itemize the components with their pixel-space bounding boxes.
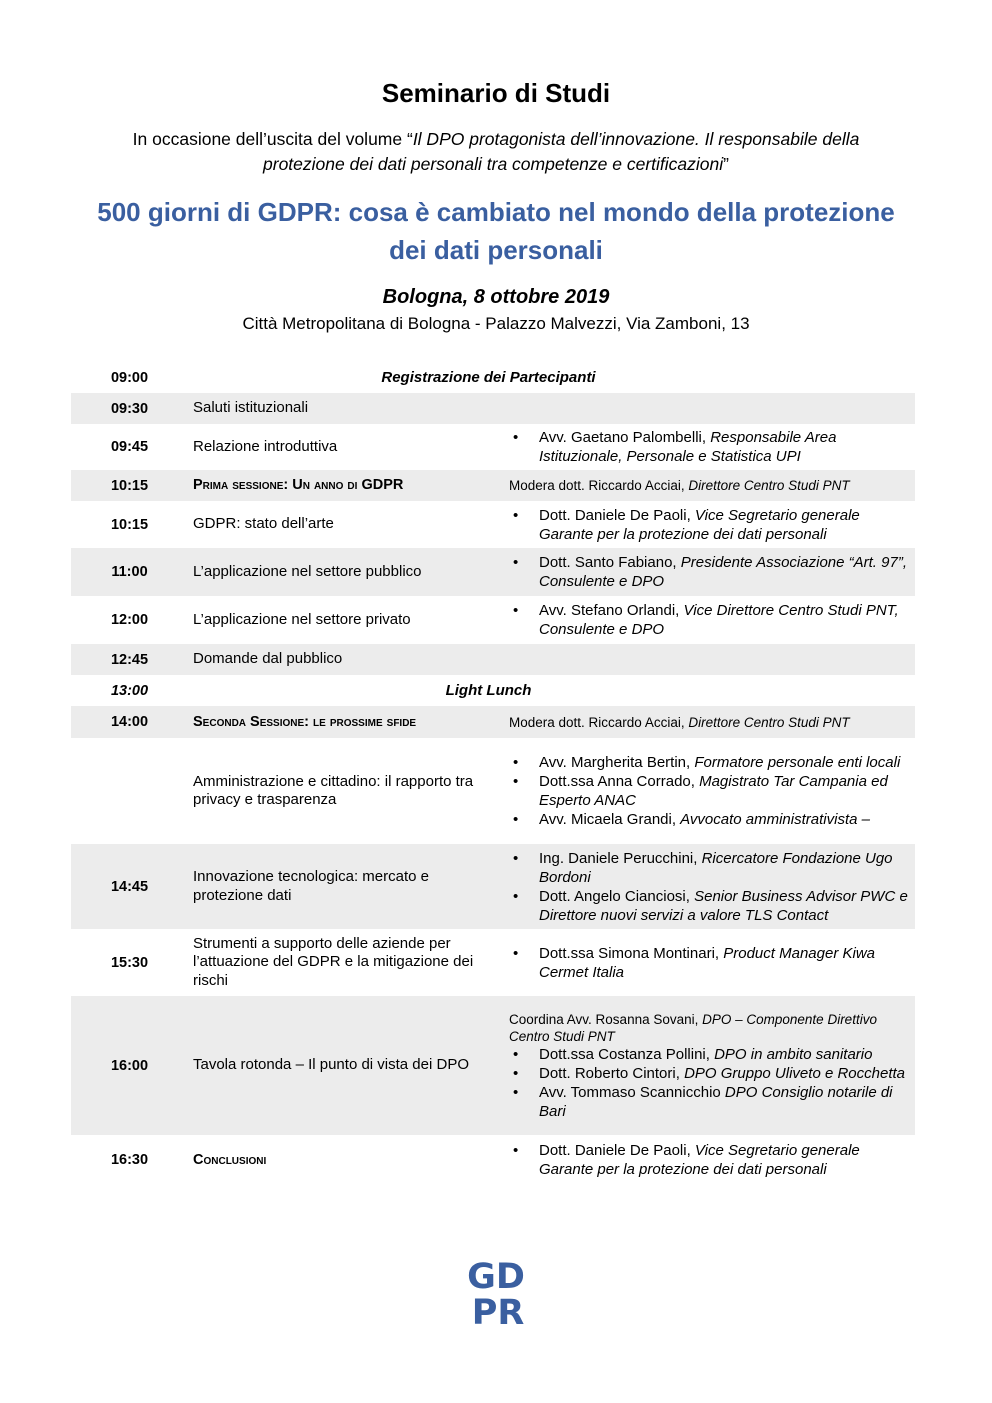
speaker-name: Avv. Margherita Bertin, — [539, 754, 695, 771]
logo-line-2: PR — [471, 1293, 525, 1328]
session-title: Conclusioni — [193, 1151, 267, 1168]
agenda-speakers — [504, 714, 915, 731]
speaker-item — [509, 1045, 911, 1064]
gdpr-logo — [458, 1256, 534, 1328]
speaker-item — [509, 428, 911, 466]
document-title: Seminario di Studi — [381, 78, 611, 108]
session-title: Seconda Sessione: le prossime sfide — [193, 713, 417, 730]
agenda-topic: L’applicazione nel settore privato — [193, 610, 411, 628]
agenda-time: 09:00 — [110, 369, 149, 386]
speaker-role: Vice Segretario generale Garante per la protezione dei dati personali — [539, 1142, 860, 1178]
moderator — [509, 477, 911, 494]
speaker-role: Product Manager Kiwa Cermet Italia — [539, 944, 875, 981]
moderator-role: DPO – Componente Direttivo Centro Studi PNT — [509, 1011, 877, 1044]
speaker-name: Dott. Daniele De Paoli, — [539, 506, 695, 524]
speaker-item — [509, 849, 911, 887]
agenda-row — [71, 738, 915, 844]
agenda-row — [71, 996, 915, 1135]
agenda-row — [71, 844, 915, 929]
speaker-role: Ricercatore Fondazione Ugo Bordoni — [539, 849, 893, 886]
speaker-role: DPO Consiglio notarile di Bari — [539, 1083, 893, 1120]
agenda-row — [71, 501, 915, 548]
agenda-time: 16:30 — [110, 1152, 149, 1168]
speaker-name: Ing. Daniele Perucchini, — [539, 849, 702, 867]
agenda-row — [71, 470, 915, 501]
speaker-name: Dott. Angelo Cianciosi, — [539, 887, 695, 905]
agenda-speakers — [504, 477, 915, 494]
moderator-name: Coordina Avv. Rosanna Sovani, — [509, 1011, 703, 1027]
agenda-time: 11:00 — [111, 564, 148, 580]
speaker-name: Avv. Micaela Grandi, — [539, 811, 681, 828]
speaker-role: Vice Direttore Centro Studi PNT, Consulente e DPO — [539, 602, 899, 638]
speaker-item — [509, 1141, 911, 1179]
speaker-name: Avv. Stefano Orlandi, — [539, 602, 684, 619]
moderator — [509, 1011, 911, 1045]
agenda-row — [71, 644, 915, 675]
agenda-row — [71, 1135, 915, 1185]
moderator-name: Modera dott. Riccardo Acciai, — [509, 714, 689, 730]
speaker-role: DPO in ambito sanitario — [714, 1045, 873, 1063]
speaker-item — [509, 810, 911, 829]
occasion-prefix: In occasione dell’uscita del volume “ — [132, 129, 413, 149]
agenda-speakers — [504, 428, 915, 466]
speaker-role: Avvocato amministrativista – — [680, 811, 870, 828]
agenda-speakers — [504, 1011, 915, 1121]
agenda-row — [71, 424, 915, 470]
agenda-full-label: Light Lunch — [445, 682, 532, 699]
agenda-full-label: Registrazione dei Partecipanti — [381, 369, 596, 386]
agenda-time: 16:00 — [110, 1057, 149, 1074]
agenda-time: 12:00 — [110, 612, 149, 628]
moderator-role: Direttore Centro Studi PNT — [688, 714, 850, 730]
speaker-role: Vice Segretario generale Garante per la protezione dei dati personali — [539, 506, 860, 543]
agenda-topic: L’applicazione nel settore pubblico — [193, 562, 422, 580]
agenda-speakers — [504, 506, 915, 544]
agenda-row — [71, 929, 915, 996]
agenda-time: 15:30 — [110, 954, 149, 971]
agenda-speakers — [504, 753, 915, 829]
moderator-role: Direttore Centro Studi PNT — [688, 478, 850, 493]
speaker-name: Dott.ssa Anna Corrado, — [539, 773, 700, 790]
speaker-item — [509, 1064, 911, 1083]
speaker-name: Dott. Daniele De Paoli, — [539, 1142, 695, 1159]
speaker-name: Dott. Santo Fabiano, — [539, 554, 681, 571]
agenda-speakers — [504, 601, 915, 639]
agenda-topic: Strumenti a supporto delle aziende per l’attuazione del GDPR e la mitigazione dei rischi — [193, 934, 474, 989]
speaker-role: Responsabile Area Istituzionale, Personale e Statistica UPI — [539, 429, 837, 465]
speaker-role: Presidente Associazione “Art. 97”, Consulente e DPO — [539, 554, 907, 590]
agenda-topic: Innovazione tecnologica: mercato e protezione dati — [193, 868, 429, 904]
agenda-row — [71, 393, 915, 424]
occasion-suffix: ” — [723, 154, 729, 174]
agenda-topic: Domande dal pubblico — [193, 650, 343, 668]
agenda-row — [71, 596, 915, 644]
speaker-role: Formatore personale enti locali — [694, 754, 901, 771]
agenda-time: 12:45 — [110, 651, 149, 668]
agenda-time: 13:00 — [110, 682, 149, 699]
moderator-name: Modera dott. Riccardo Acciai, — [509, 478, 689, 493]
logo-line-1: GD — [467, 1257, 525, 1297]
book-title: Il DPO protagonista dell’innovazione. Il responsabile della protezione dei dati personali tra competenze e certificazioni — [263, 129, 860, 174]
agenda-speakers — [504, 553, 915, 591]
speaker-name: Dott.ssa Simona Montinari, — [539, 944, 724, 962]
speaker-role: Magistrato Tar Campania ed Esperto ANAC — [539, 773, 888, 809]
speaker-name: Avv. Tommaso Scannicchio — [539, 1083, 725, 1101]
agenda-topic: Relazione introduttiva — [193, 437, 338, 455]
speaker-item — [509, 1083, 911, 1121]
agenda-topic: Amministrazione e cittadino: il rapporto tra privacy e trasparenza — [193, 772, 474, 808]
agenda-topic: Tavola rotonda – Il punto di vista dei DPO — [193, 1056, 469, 1074]
agenda-row — [71, 362, 915, 393]
agenda-speakers — [504, 944, 915, 982]
speaker-name: Avv. Gaetano Palombelli, — [539, 429, 711, 446]
seminar-headline: 500 giorni di GDPR: cosa è cambiato nel mondo della protezione dei dati personali — [97, 197, 895, 265]
speaker-item — [509, 753, 911, 772]
agenda-time: 10:15 — [110, 477, 149, 494]
speaker-name: Dott.ssa Costanza Pollini, — [539, 1045, 715, 1063]
speaker-role: DPO Gruppo Uliveto e Rocchetta — [684, 1064, 905, 1082]
speaker-item — [509, 944, 911, 982]
speaker-role: Senior Business Advisor PWC e Direttore nuovi servizi a valore TLS Contact — [539, 887, 908, 924]
speaker-item — [509, 601, 911, 639]
speaker-item — [509, 553, 911, 591]
speaker-item — [509, 887, 911, 925]
agenda-topic: GDPR: stato dell’arte — [193, 515, 334, 533]
agenda-topic: Saluti istituzionali — [193, 399, 309, 417]
moderator — [509, 714, 911, 731]
speaker-name: Dott. Roberto Cintori, — [539, 1064, 685, 1082]
agenda-speakers — [504, 849, 915, 925]
agenda-speakers — [504, 1141, 915, 1179]
agenda-row — [71, 548, 915, 596]
agenda-time: 14:00 — [110, 714, 149, 730]
agenda-row — [71, 675, 915, 706]
agenda-time: 14:45 — [110, 878, 149, 895]
speaker-item — [509, 506, 911, 544]
place-date: Bologna, 8 ottobre 2019 — [382, 286, 610, 308]
agenda-time: 10:15 — [110, 516, 149, 533]
agenda-row — [71, 706, 915, 738]
agenda-time: 09:30 — [110, 400, 149, 417]
speaker-item — [509, 772, 911, 810]
agenda-table — [71, 362, 915, 1185]
agenda-time: 09:45 — [110, 439, 149, 455]
occasion-text — [96, 127, 896, 177]
session-title: Prima sessione: Un anno di GDPR — [193, 477, 404, 494]
venue: Città Metropolitana di Bologna - Palazzo Malvezzi, Via Zamboni, 13 — [242, 314, 750, 333]
